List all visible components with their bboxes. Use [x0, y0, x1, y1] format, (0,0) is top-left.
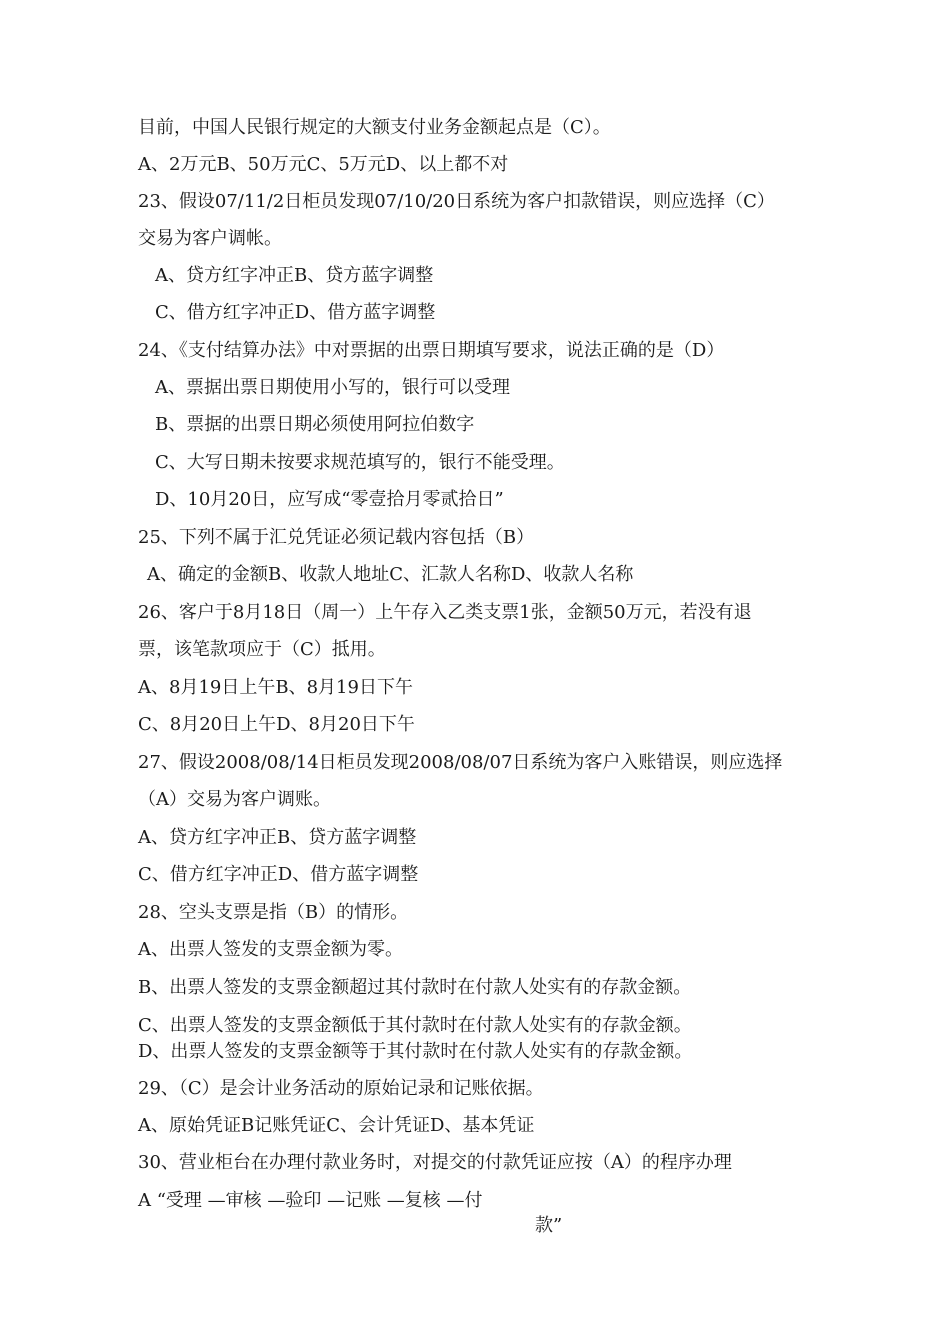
text-line: C、借方红字冲正D、借方蓝字调整	[138, 864, 419, 885]
text-line: C、借方红字冲正D、借方蓝字调整	[155, 302, 436, 323]
text-line: A、原始凭证B记账凭证C、会计凭证D、基本凭证	[138, 1115, 535, 1136]
text-line: D、10月20日，应写成“零壹拾月零贰拾日”	[155, 489, 504, 510]
text-line: A、票据出票日期使用小写的，银行可以受理	[155, 377, 510, 398]
text-line: 25、下列不属于汇兑凭证必须记载内容包括（B）	[138, 527, 535, 548]
text-line: 24、《支付结算办法》中对票据的出票日期填写要求，说法正确的是（D）	[138, 340, 725, 361]
text-line: A、确定的金额B、收款人地址C、汇款人名称D、收款人名称	[147, 564, 634, 585]
text-line: 27、假设2008/08/14日柜员发现2008/08/07日系统为客户入账错误，则应选择	[138, 752, 783, 773]
text-line: A “受理 —审核 —验印 —记账 —复核 —付	[138, 1190, 483, 1211]
text-line: A、贷方红字冲正B、贷方蓝字调整	[155, 265, 434, 286]
text-line: C、8月20日上午D、8月20日下午	[138, 714, 415, 735]
text-line: 30、营业柜台在办理付款业务时，对提交的付款凭证应按（A）的程序办理	[138, 1152, 732, 1173]
text-line: C、大写日期未按要求规范填写的，银行不能受理。	[155, 452, 565, 473]
text-line: B、出票人签发的支票金额超过其付款时在付款人处实有的存款金额。	[138, 977, 692, 998]
clipped-text-content: 款”	[535, 1215, 563, 1236]
text-line: A、出票人签发的支票金额为零。	[138, 939, 403, 960]
text-line: （A）交易为客户调账。	[138, 789, 331, 810]
text-line: 目前，中国人民银行规定的大额支付业务金额起点是（C）。	[138, 117, 611, 138]
text-line: 23、假设07/11/2日柜员发现07/10/20日系统为客户扣款错误，则应选择（C）	[138, 191, 775, 212]
text-line: 票，该笔款项应于（C）抵用。	[138, 639, 386, 660]
clipped-text	[535, 1214, 595, 1236]
text-line: C、出票人签发的支票金额低于其付款时在付款人处实有的存款金额。	[138, 1015, 692, 1036]
text-line: D、出票人签发的支票金额等于其付款时在付款人处实有的存款金额。	[138, 1041, 693, 1062]
text-line: 29、（C）是会计业务活动的原始记录和记账依据。	[138, 1078, 544, 1099]
text-line: 交易为客户调帐。	[138, 228, 282, 249]
text-line: A、8月19日上午B、8月19日下午	[138, 677, 413, 698]
text-line: A、贷方红字冲正B、贷方蓝字调整	[138, 827, 417, 848]
text-line: B、票据的出票日期必须使用阿拉伯数字	[155, 414, 475, 435]
text-line: 26、客户于8月18日（周一）上午存入乙类支票1张，金额50万元，若没有退	[138, 602, 752, 623]
text-line: 28、空头支票是指（B）的情形。	[138, 902, 409, 923]
text-line: A、2万元B、50万元C、5万元D、以上都不对	[138, 154, 509, 175]
